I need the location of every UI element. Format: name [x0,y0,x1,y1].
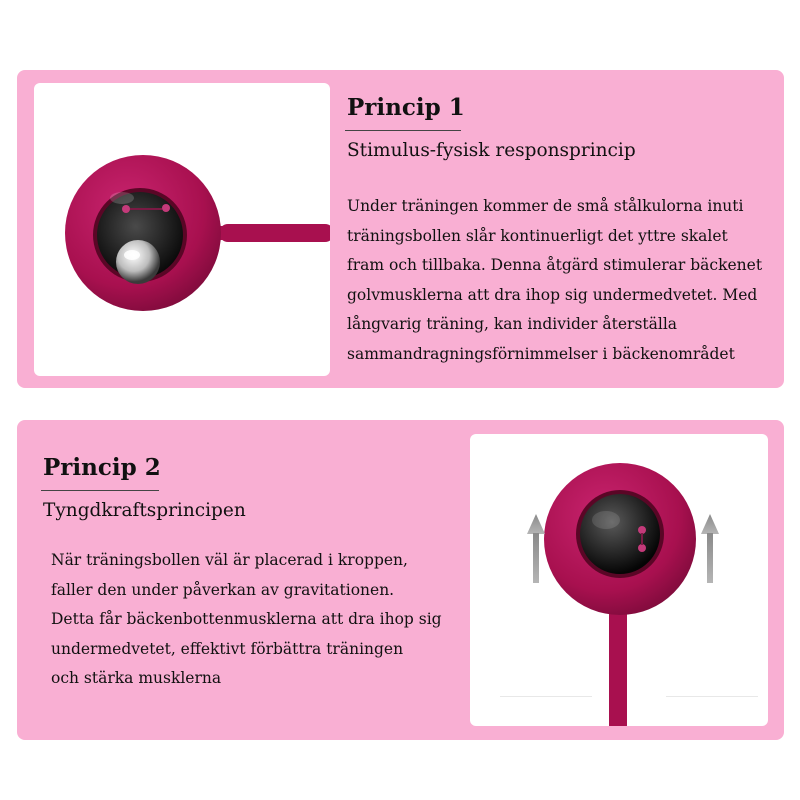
principle-1-description [347,192,762,369]
principle-2-card [17,420,784,740]
description-line: undermedvetet, effektivt förbättra träningen [51,639,404,658]
principle-2-title: Princip 2 [43,454,161,481]
description-line: golvmusklerna att dra ihop sig undermedvetet. Med [347,285,758,304]
steel-ball [116,240,160,284]
description-line: Detta får bäckenbottenmusklerna att dra ihop sig [51,610,442,628]
up-arrow-icon [701,514,719,583]
description-line: och stärka musklerna [51,669,222,687]
up-arrow-icon [527,514,545,583]
principle-2-image [470,434,768,726]
title-underline [41,490,159,491]
kegel-ball-horizontal-illustration [34,83,330,376]
principle-1-card [17,70,784,388]
ball-window [580,494,660,574]
description-line: träningsbollen slår kontinuerligt det yttre skalet [347,226,728,245]
description-line: faller den under påverkan av gravitationen. [51,580,395,599]
description-line: Under träningen kommer de små stålkulorna inuti [347,197,744,215]
description-line: När träningsbollen väl är placerad i kroppen, [51,551,408,569]
principle-1-subtitle: Stimulus-fysisk responsprincip [347,140,636,161]
description-line: långvarig träning, kan individer återställa [347,315,678,333]
kegel-ball-vertical-illustration [470,434,768,726]
description-line: sammandragningsförnimmelser i bäckenområdet [347,344,735,363]
principle-2-subtitle: Tyngdkraftsprincipen [43,500,246,521]
title-underline [345,130,461,131]
description-line: fram och tillbaka. Denna åtgärd stimulerar bäckenet [347,256,763,274]
ball-stem [219,224,330,242]
principle-1-title: Princip 1 [347,94,465,121]
principle-1-image [34,83,330,376]
principle-2-description [51,546,442,694]
